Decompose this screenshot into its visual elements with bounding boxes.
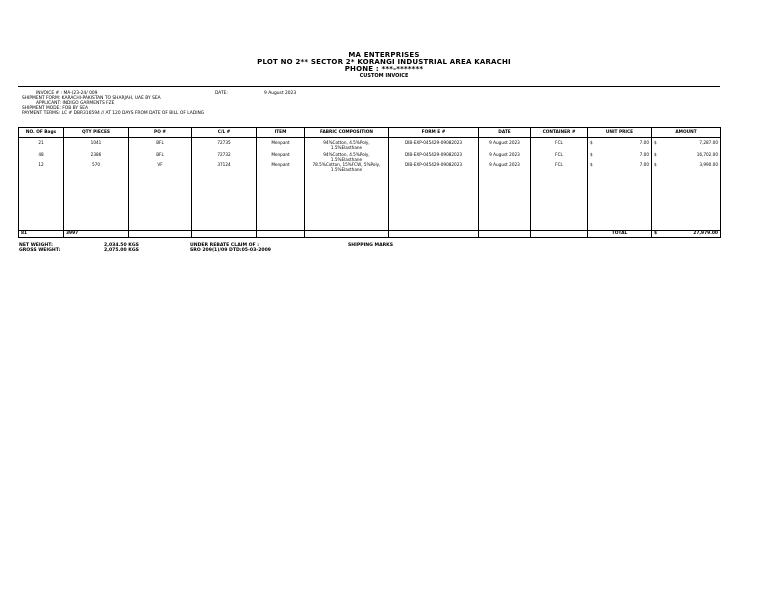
total-qty: 3997 (64, 231, 129, 238)
table-row (19, 150, 721, 162)
rebate-claim (190, 243, 271, 253)
currency-symbol: $ (654, 162, 657, 168)
weight-labels (19, 243, 60, 253)
table-blank-area (19, 173, 721, 231)
cell-form-e: DIB-EXP-045429-09082023 (389, 150, 479, 162)
cell-date: 9 August 2023 (479, 138, 531, 151)
table-row (19, 138, 721, 151)
gross-weight-value: 2,075.00 KGS (104, 248, 139, 254)
cell-date: 9 August 2023 (479, 150, 531, 162)
currency-symbol: $ (654, 231, 658, 237)
amount-value: 7,287.00 (699, 140, 718, 145)
currency-symbol: $ (654, 152, 657, 158)
cell-container: FCL (531, 150, 588, 162)
total-label: TOTAL (588, 231, 652, 238)
cell-unit-price (588, 138, 652, 151)
shipment-form: SHIPMENT FORM: KARACHI-PAKISTAN TO SHARJAH, UAE BY SEA (22, 96, 161, 101)
total-amount-cell (652, 231, 721, 238)
cell-fabric: 94%Cotton, 4.5%Poly, 1.5%Elasthane (305, 138, 389, 151)
cell-cl: 37124 (192, 162, 257, 173)
company-address: PLOT NO 2** SECTOR 2* KORANGI INDUSTRIAL AREA KARACHI (257, 58, 511, 66)
gross-weight-label: GROSS WEIGHT: (19, 248, 61, 254)
cell-container: FCL (531, 162, 588, 173)
cell-fabric: 78.5%Cotton, 15%FCW, 5%Poly, 1.5%Elasthane (305, 162, 389, 173)
cell-po: BFL (129, 138, 192, 151)
cell-item: Menpant (257, 162, 305, 173)
col-header-form-e: FORM E # (389, 128, 479, 138)
net-weight-label: NET WEIGHT: (19, 243, 53, 248)
table-row (19, 162, 721, 173)
cell-date: 9 August 2023 (479, 162, 531, 173)
currency-symbol: $ (654, 140, 657, 145)
invoice-number: INVOICE # : MA-(23-24/ 009 (36, 91, 98, 96)
cell-po: BFL (129, 150, 192, 162)
company-name: MA ENTERPRISES (348, 51, 420, 59)
weight-values (104, 243, 139, 253)
shipment-mode: SHIPMENT MODE: FOB BY SEA (22, 106, 89, 111)
cell-form-e: DIB-EXP-045429-09082023 (389, 162, 479, 173)
rebate-claim-sro: SRO 209(1)/09 DTD:05-03-2009 (190, 248, 271, 254)
col-header-date: DATE (479, 128, 531, 138)
invoice-table (18, 127, 721, 238)
col-header-po: PO # (129, 128, 192, 138)
total-bags: 81 (19, 231, 64, 238)
cell-cl: 72735 (192, 138, 257, 151)
document-title: CUSTOM INVOICE (359, 73, 409, 79)
col-header-amount: AMOUNT (652, 128, 721, 138)
total-amount: 27,979.00 (693, 231, 718, 237)
col-header-qty: QTY PIECES (64, 128, 129, 138)
cell-item: Menpant (257, 150, 305, 162)
table-header-row (19, 128, 721, 138)
cell-qty: 2386 (64, 150, 129, 162)
cell-item: Menpant (257, 138, 305, 151)
unit-price-value: 7.00 (639, 140, 649, 145)
net-weight-value: 2,034.50 KGS (104, 243, 139, 248)
shipping-marks: SHIPPING MARKS (348, 243, 394, 248)
col-header-cl: C/L # (192, 128, 257, 138)
cell-container: FCL (531, 138, 588, 151)
cell-qty: 570 (64, 162, 129, 173)
cell-amount (652, 150, 721, 162)
currency-symbol: $ (590, 162, 593, 168)
cell-amount (652, 138, 721, 151)
payment-terms: PAYMENT TERMS: LC # DBR316594 // AT 120 DAYS FROM DATE OF BILL OF LADING (22, 111, 205, 116)
cell-unit-price (588, 150, 652, 162)
cell-form-e: DIB-EXP-045429-09082023 (389, 138, 479, 151)
rebate-claim-label: UNDER REBATE CLAIM OF : (190, 243, 260, 248)
cell-bags: 12 (19, 162, 64, 173)
col-header-fabric: FABRIC COMPOSITION (305, 128, 389, 138)
unit-price-value: 7.00 (639, 162, 649, 168)
col-header-item: ITEM (257, 128, 305, 138)
header-divider (18, 86, 720, 87)
currency-symbol: $ (590, 140, 593, 145)
amount-value: 3,990.00 (699, 162, 718, 168)
cell-qty: 1041 (64, 138, 129, 151)
cell-bags: 48 (19, 150, 64, 162)
cell-po: VF (129, 162, 192, 173)
unit-price-value: 7.00 (639, 152, 649, 158)
applicant: APPLICANT: INDIGO GARMENTS FZE (36, 101, 115, 106)
date-value: 9 August 2023 (264, 91, 297, 96)
company-phone: PHONE : ***-******* (344, 65, 424, 73)
totals-row (19, 231, 721, 238)
cell-amount (652, 162, 721, 173)
date-label: DATE: (215, 91, 228, 96)
col-header-unit-price: UNIT PRICE (588, 128, 652, 138)
cell-fabric: 94%Cotton, 4.5%Poly, 1.5%Elasthane (305, 150, 389, 162)
cell-cl: 72732 (192, 150, 257, 162)
amount-value: 16,702.00 (696, 152, 718, 158)
col-header-bags: NO. OF Bags (19, 128, 64, 138)
cell-unit-price (588, 162, 652, 173)
cell-bags: 21 (19, 138, 64, 151)
currency-symbol: $ (590, 152, 593, 158)
col-header-container: CONTAINER # (531, 128, 588, 138)
